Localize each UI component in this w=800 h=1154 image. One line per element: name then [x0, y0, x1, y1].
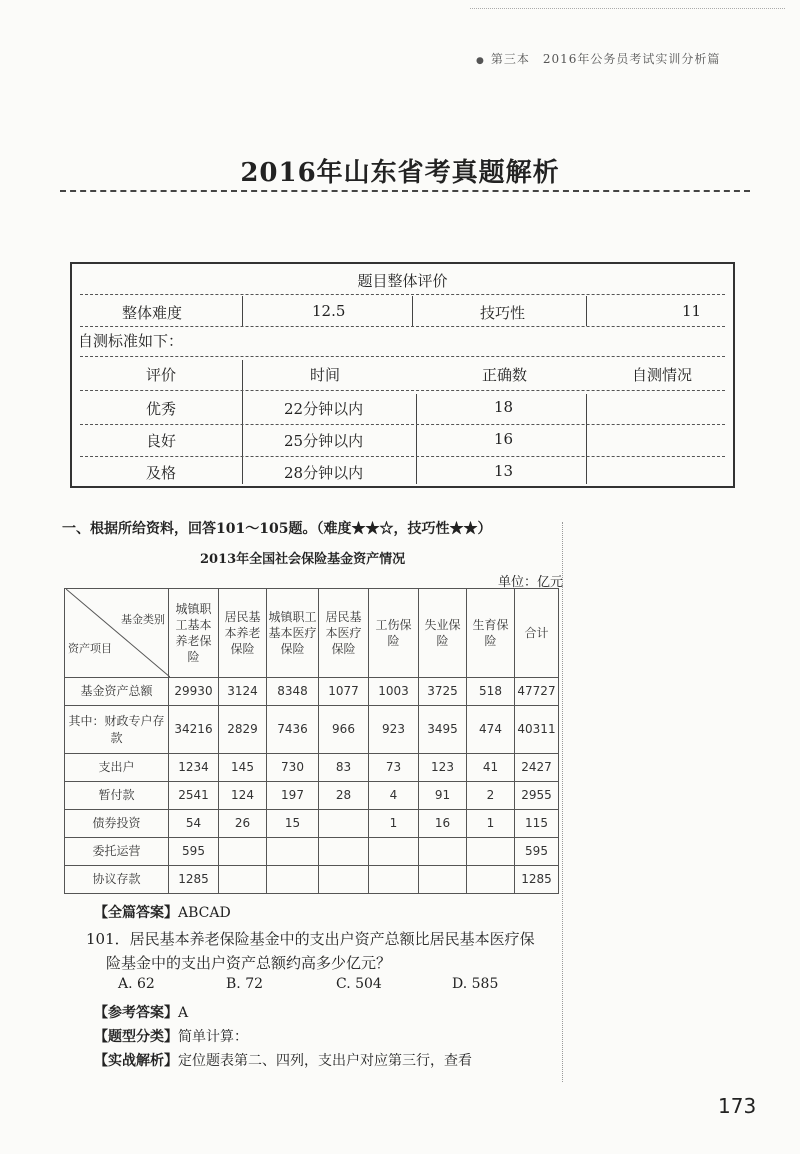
row-pass-grade: 及格: [146, 464, 177, 482]
table-cell: 595: [169, 838, 219, 866]
table-cell: 1285: [515, 866, 559, 894]
corner-top-label: 基金类别: [121, 613, 165, 626]
question-type-value: 简单计算：: [178, 1029, 248, 1045]
table-cell: [369, 866, 419, 894]
row-label: 债券投资: [65, 810, 169, 838]
full-answer-value: ABCAD: [178, 905, 231, 921]
column-header: 工伤保险: [369, 589, 419, 678]
row-excellent-time: 22分钟以内: [284, 400, 364, 418]
table-row: [65, 810, 559, 838]
table-cell: 34216: [169, 706, 219, 754]
table-cell: 41: [467, 754, 515, 782]
row-label: 其中：财政专户存款: [65, 706, 169, 754]
table-cell: 8348: [267, 678, 319, 706]
row-excellent-grade: 优秀: [146, 400, 177, 418]
table-cell: 40311: [515, 706, 559, 754]
evaluation-box: [70, 262, 735, 488]
full-answer: [94, 902, 231, 922]
table-cell: 2955: [515, 782, 559, 810]
divider: [242, 296, 243, 326]
table-cell: 1077: [319, 678, 369, 706]
corner-bottom-label: 资产项目: [68, 642, 112, 656]
table-cell: 145: [219, 754, 267, 782]
standard-label: 自测标准如下：: [78, 332, 184, 350]
divider: [416, 394, 417, 484]
table-cell: 518: [467, 678, 515, 706]
analysis-label: 【实战解析】: [94, 1053, 178, 1069]
row-label: 暂付款: [65, 782, 169, 810]
table-cell: 923: [369, 706, 419, 754]
table-cell: 1285: [169, 866, 219, 894]
table-cell: 54: [169, 810, 219, 838]
column-header: 居民基本医疗保险: [319, 589, 369, 678]
col-self-check: 自测情况: [632, 366, 693, 384]
table-cell: [267, 838, 319, 866]
analysis: [94, 1050, 472, 1070]
table-cell: [319, 810, 369, 838]
column-header: 城镇职工基本医疗保险: [267, 589, 319, 678]
table-row: [65, 678, 559, 706]
table-cell: 2541: [169, 782, 219, 810]
title-rule: [60, 190, 750, 192]
table-cell: 2427: [515, 754, 559, 782]
row-good-time: 25分钟以内: [284, 432, 364, 450]
table-cell: [319, 838, 369, 866]
table-cell: 595: [515, 838, 559, 866]
section-heading: 一、根据所给资料，回答101～105题。（难度★★☆，技巧性★★）: [62, 521, 492, 537]
analysis-value: 定位题表第二、四列，支出户对应第三行，查看: [178, 1053, 472, 1069]
divider: [80, 424, 725, 425]
data-table: [64, 588, 559, 894]
reference-answer-value: A: [178, 1005, 189, 1021]
table-corner-cell: [65, 589, 169, 678]
diagonal-line: [66, 589, 170, 677]
table-cell: [319, 866, 369, 894]
table-cell: [467, 838, 515, 866]
table-cell: 73: [369, 754, 419, 782]
table-cell: 1: [467, 810, 515, 838]
divider: [80, 356, 725, 357]
option-d: D. 585: [452, 976, 499, 992]
table-cell: [419, 838, 467, 866]
col-time: 时间: [310, 366, 341, 384]
divider: [586, 296, 587, 326]
question-101-line2: 险基金中的支出户资产总额约高多少亿元？: [106, 954, 392, 972]
table-cell: 83: [319, 754, 369, 782]
row-label: 基金资产总额: [65, 678, 169, 706]
row-pass-time: 28分钟以内: [284, 464, 364, 482]
table-cell: 2829: [219, 706, 267, 754]
table-cell: 3495: [419, 706, 467, 754]
option-a: A. 62: [118, 976, 155, 992]
table-body: [65, 678, 559, 894]
divider: [80, 294, 725, 295]
table-cell: 1: [369, 810, 419, 838]
table-cell: 124: [219, 782, 267, 810]
table-cell: [369, 838, 419, 866]
column-header: 生育保险: [467, 589, 515, 678]
table-cell: 474: [467, 706, 515, 754]
question-type-label: 【题型分类】: [94, 1029, 178, 1045]
difficulty-label: 整体难度: [122, 304, 183, 322]
difficulty-value: 12.5: [312, 302, 346, 320]
table-row: [65, 782, 559, 810]
table-cell: 1234: [169, 754, 219, 782]
margin-rule: [562, 522, 563, 1082]
table-cell: 966: [319, 706, 369, 754]
running-head-text: 第三本 2016年公务员考试实训分析篇: [490, 52, 721, 66]
table-cell: 1003: [369, 678, 419, 706]
reference-answer: [94, 1002, 188, 1022]
row-label: 协议存款: [65, 866, 169, 894]
table-cell: [419, 866, 467, 894]
divider: [412, 296, 413, 326]
table-cell: 115: [515, 810, 559, 838]
table-cell: 28: [319, 782, 369, 810]
row-label: 委托运营: [65, 838, 169, 866]
divider: [242, 360, 243, 484]
divider: [80, 326, 725, 327]
row-pass-correct: 13: [494, 462, 514, 480]
skill-value: 11: [682, 302, 702, 320]
column-header: 合计: [515, 589, 559, 678]
table-row: [65, 754, 559, 782]
row-excellent-correct: 18: [494, 398, 514, 416]
table-cell: 7436: [267, 706, 319, 754]
table-row: [65, 866, 559, 894]
bullet-icon: ●: [476, 56, 485, 66]
reference-answer-label: 【参考答案】: [94, 1005, 178, 1021]
row-label: 支出户: [65, 754, 169, 782]
table-cell: [267, 866, 319, 894]
table-cell: 2: [467, 782, 515, 810]
option-c: C. 504: [336, 976, 382, 992]
table-row: [65, 838, 559, 866]
table-unit: 单位：亿元: [498, 575, 564, 590]
table-cell: 29930: [169, 678, 219, 706]
question-101-line1: 101．居民基本养老保险基金中的支出户资产总额比居民基本医疗保: [86, 930, 535, 948]
col-grade: 评价: [146, 366, 177, 384]
option-b: B. 72: [226, 976, 264, 992]
row-good-correct: 16: [494, 430, 514, 448]
evaluation-heading: 题目整体评价: [357, 272, 448, 290]
page-title: 2016年山东省考真题解析: [240, 158, 560, 188]
table-row: [65, 706, 559, 754]
column-header: 城镇职工基本养老保险: [169, 589, 219, 678]
header-rule: [470, 8, 785, 9]
table-cell: 197: [267, 782, 319, 810]
full-answer-label: 【全篇答案】: [94, 905, 178, 921]
table-cell: 3124: [219, 678, 267, 706]
skill-label: 技巧性: [480, 304, 526, 322]
divider: [586, 394, 587, 484]
table-cell: 91: [419, 782, 467, 810]
divider: [80, 456, 725, 457]
page-number: 173: [718, 1094, 757, 1118]
col-correct: 正确数: [482, 366, 528, 384]
column-header: 失业保险: [419, 589, 467, 678]
running-head: [476, 50, 796, 67]
table-cell: 26: [219, 810, 267, 838]
table-cell: 4: [369, 782, 419, 810]
question-type: [94, 1026, 248, 1046]
table-cell: 730: [267, 754, 319, 782]
table-cell: 123: [419, 754, 467, 782]
table-cell: 15: [267, 810, 319, 838]
row-good-grade: 良好: [146, 432, 177, 450]
table-cell: [467, 866, 515, 894]
table-cell: 3725: [419, 678, 467, 706]
table-cell: [219, 838, 267, 866]
table-cell: [219, 866, 267, 894]
divider: [80, 390, 725, 391]
table-cell: 47727: [515, 678, 559, 706]
column-header: 居民基本养老保险: [219, 589, 267, 678]
table-cell: 16: [419, 810, 467, 838]
table-title: 2013年全国社会保险基金资产情况: [200, 552, 406, 567]
